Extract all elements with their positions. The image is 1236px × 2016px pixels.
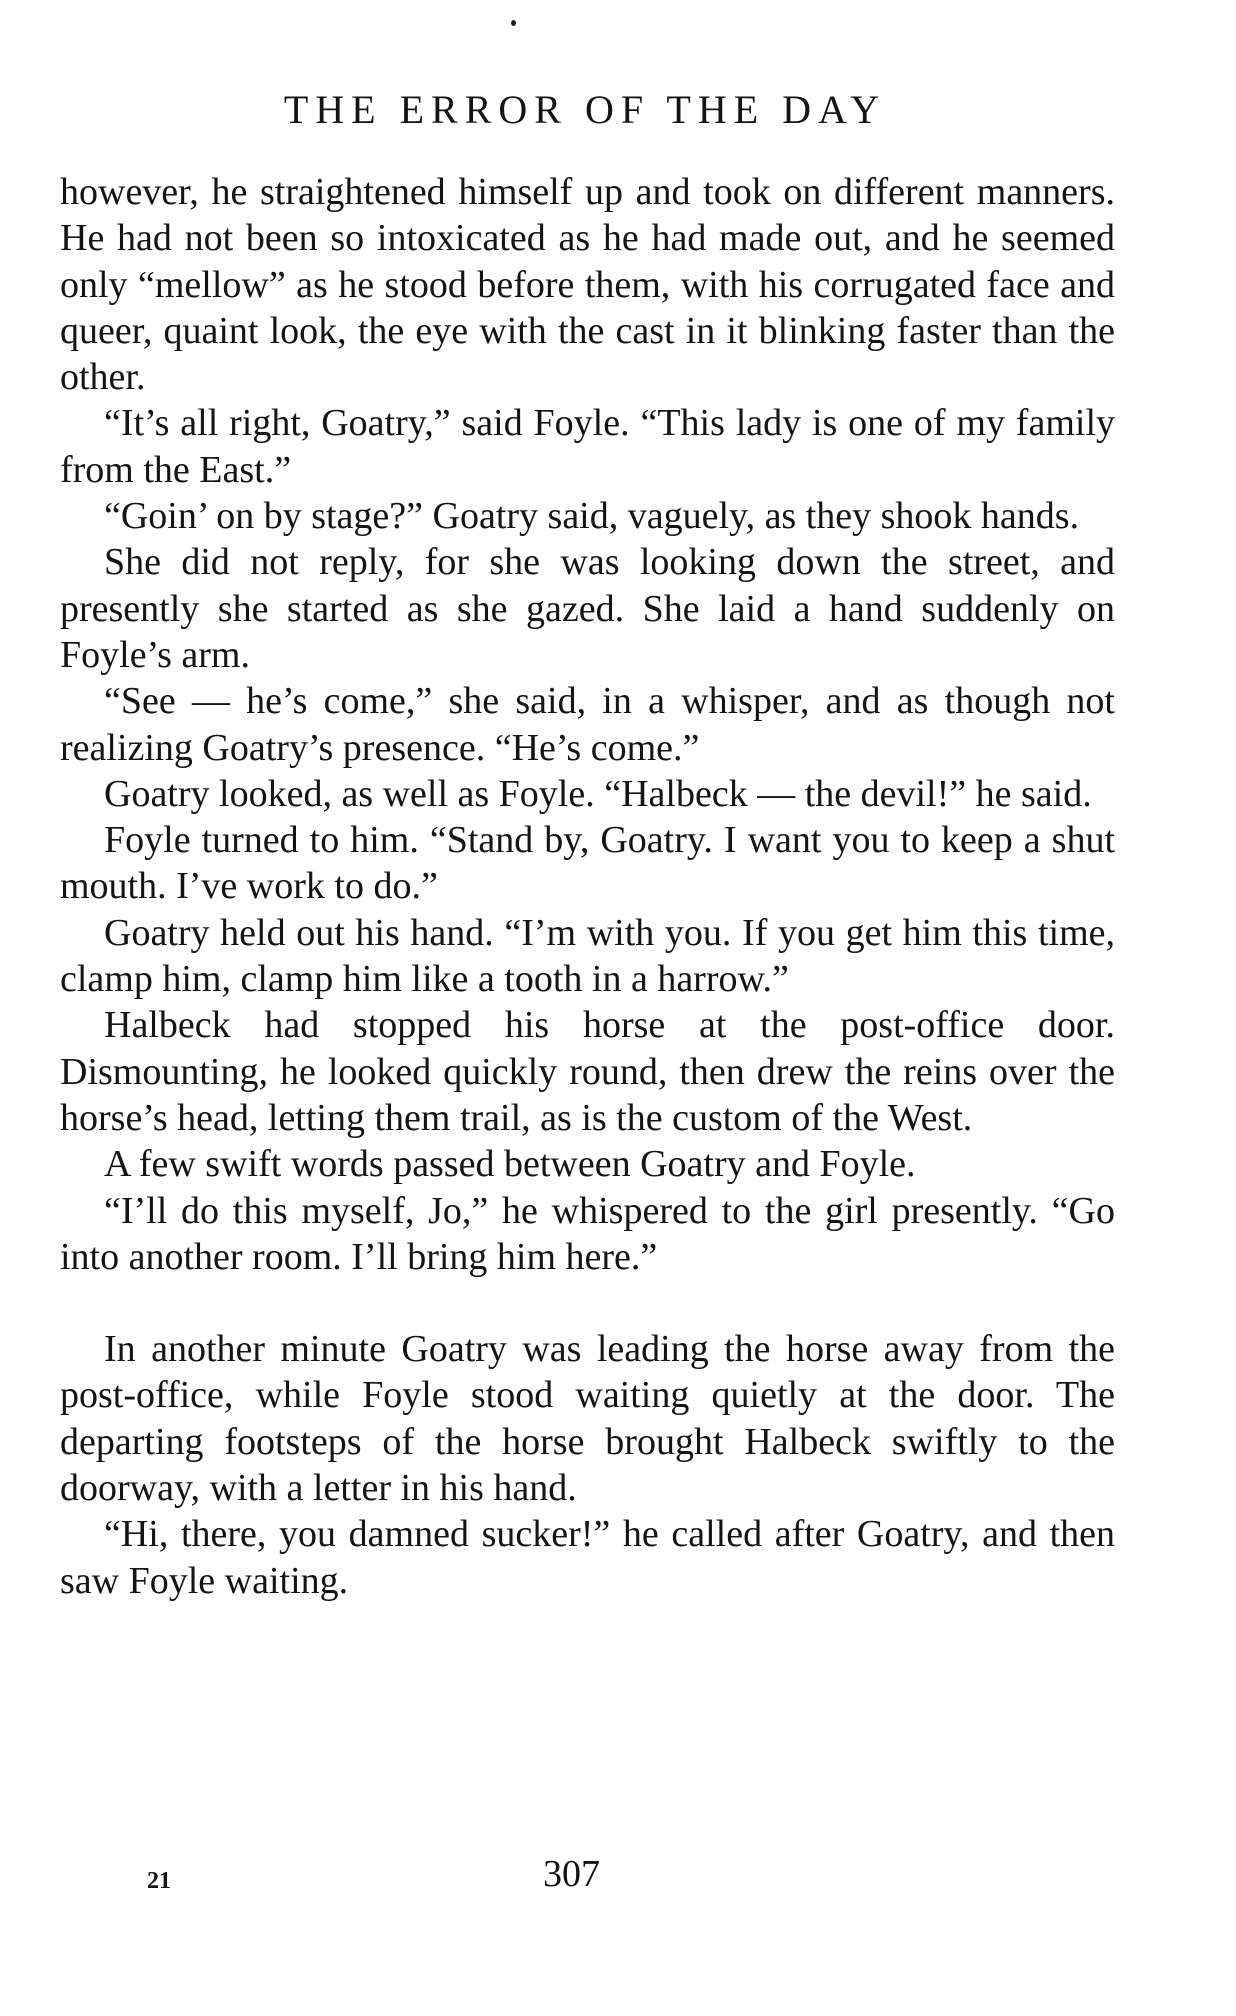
paragraph: “Hi, there, you damned sucker!” he called after Goatry, and then saw Foyle waiting. (60, 1513, 1115, 1602)
body-text (60, 169, 1115, 1604)
paragraph: “Goin’ on by stage?” Goatry said, vaguely, as they shook hands. (104, 495, 1080, 538)
paragraph: however, he straightened himself up and took on different manners. He had not been so intoxicated as he had made out, and he seemed only “mellow” as he stood before them, with his corrugated face and queer, quaint look, the eye with the cast in it blinking faster than the other. (60, 171, 1115, 399)
paragraph: “I’ll do this myself, Jo,” he whispered to the girl presently. “Go into another room. I’ll bring him here.” (60, 1189, 1115, 1278)
paragraph: In another minute Goatry was leading the horse away from the post-office, while Foyle stood waiting quietly at the door. The departing footsteps of the horse brought Halbeck swiftly to the doorway, with a letter in his hand. (60, 1328, 1115, 1510)
paragraph: Goatry held out his hand. “I’m with you. If you get him this time, clamp him, clamp him like a tooth in a harrow.” (60, 911, 1115, 1001)
paragraph: A few swift words passed between Goatry and Foyle. (104, 1143, 916, 1186)
printer-dot (511, 20, 516, 26)
paragraph: Halbeck had stopped his horse at the post-office door. Dismounting, he looked quickly round, then drew the reins over the horse’s head, letting them trail, as is the custom of the West. (60, 1004, 1115, 1139)
paragraph: Foyle turned to him. “Stand by, Goatry. I want you to keep a shut mouth. I’ve work to do.” (60, 819, 1115, 908)
running-head: THE ERROR OF THE DAY (283, 87, 887, 132)
signature-mark: 21 (147, 1868, 171, 1894)
paragraph: “It’s all right, Goatry,” said Foyle. “This lady is one of my family from the East.” (60, 402, 1115, 491)
paragraph: Goatry looked, as well as Foyle. “Halbeck — the devil!” he said. (104, 772, 1092, 815)
paragraph: She did not reply, for she was looking down the street, and presently she started as she gazed. She laid a hand suddenly on Foyle’s arm. (60, 541, 1115, 676)
paragraph: “See — he’s come,” she said, in a whisper, and as though not realizing Goatry’s presence. “He’s come.” (60, 680, 1115, 769)
page-number: 307 (543, 1853, 600, 1895)
